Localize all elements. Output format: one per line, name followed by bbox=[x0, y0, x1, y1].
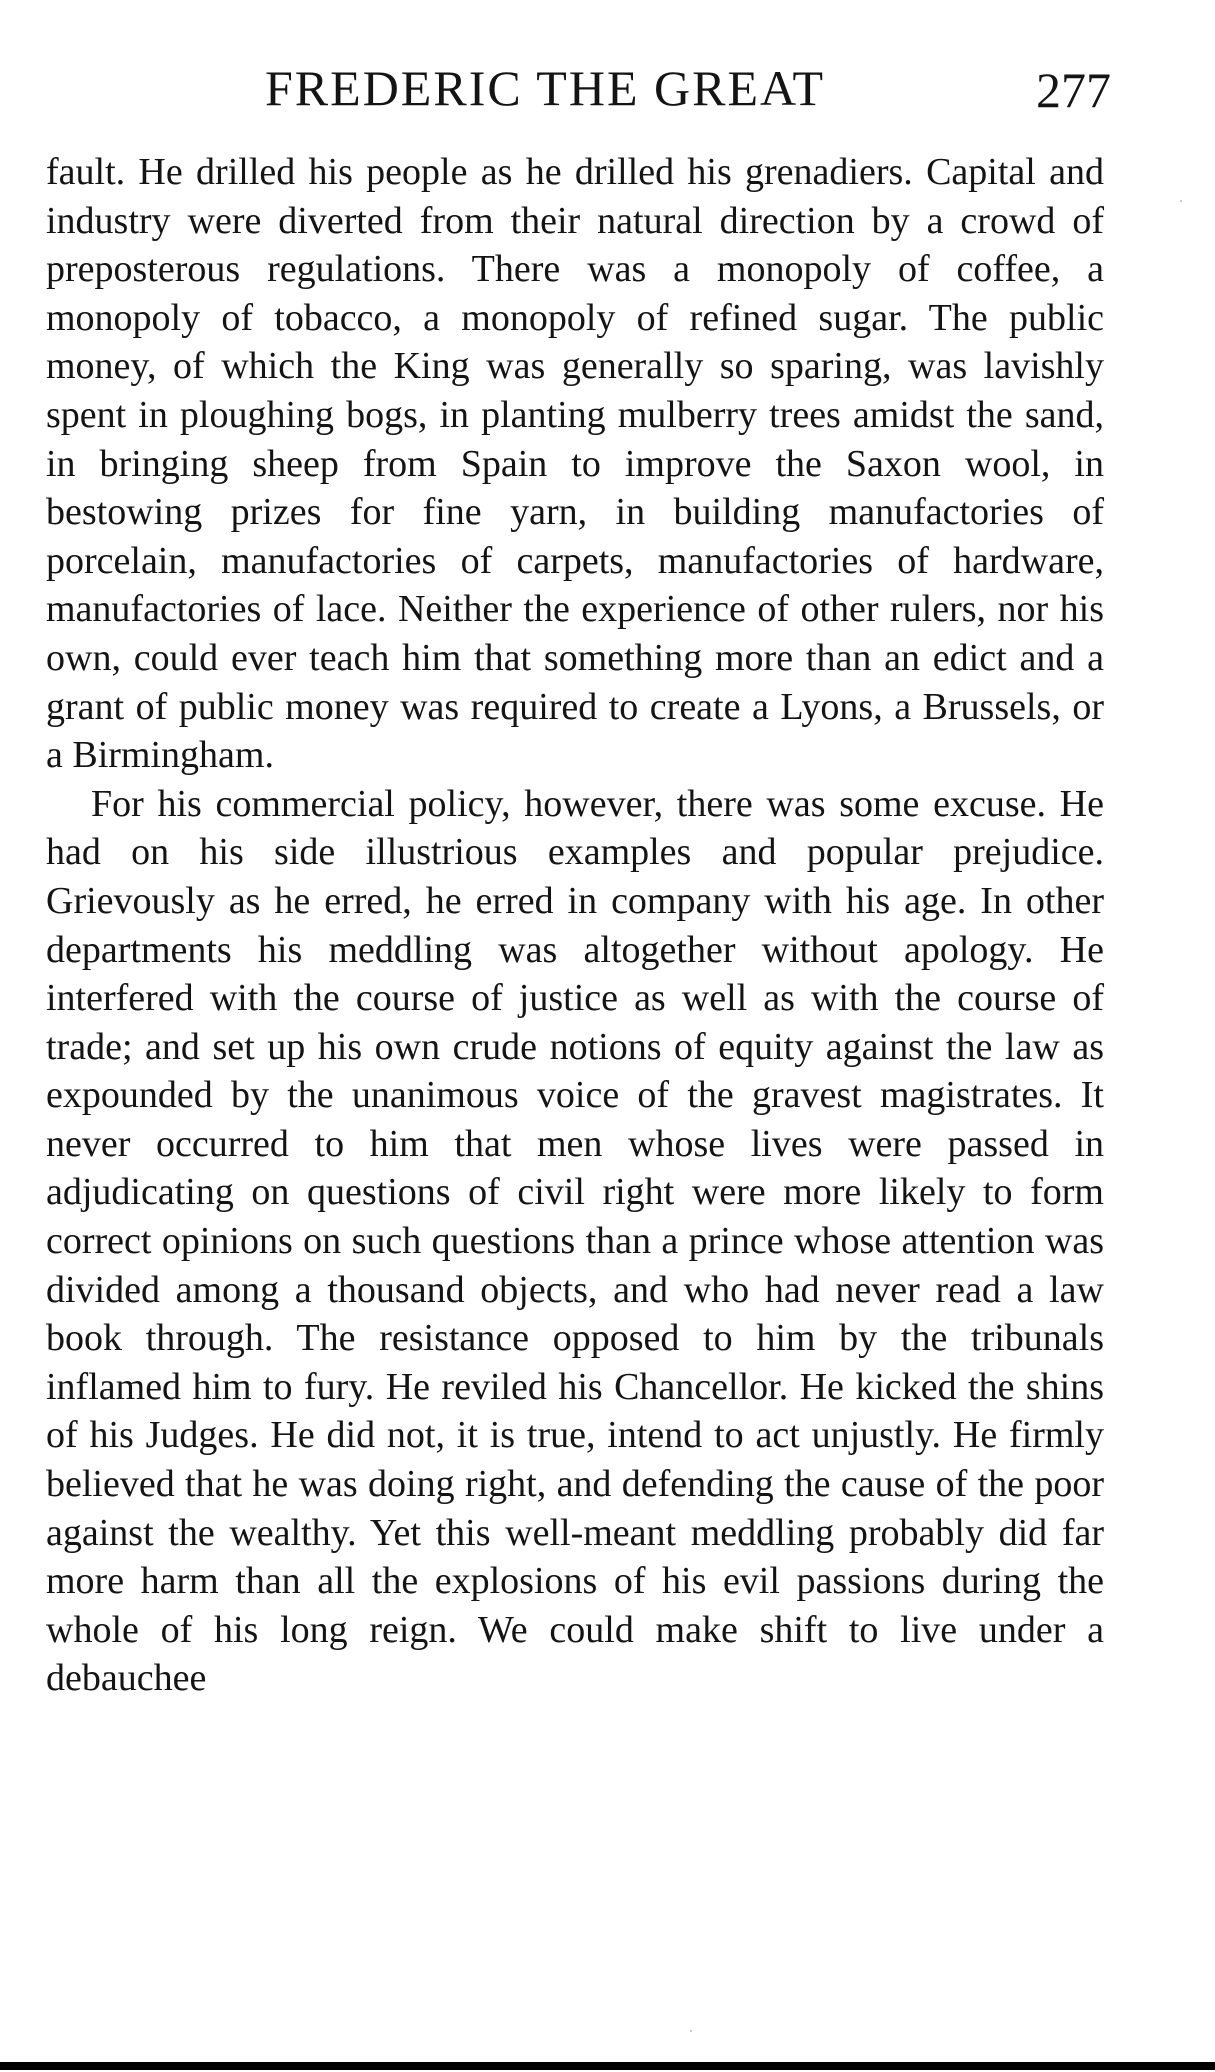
paragraph-1: fault. He drilled his people as he drilled his grenadiers. Capital and industry were diverted from their natural direction by a crowd of preposterous regulations. There was a monopoly of coffee, a monopoly of tobacco, a monopoly of refined sugar. The public money, of which the King was generally so sparing, was lavishly spent in ploughing bogs, in planting mulberry trees amidst the sand, in bringing sheep from Spain to improve the Saxon wool, in bestowing prizes for fine yarn, in building manufactories of porcelain, manufactories of carpets, manufactories of hardware, manufactories of lace. Neither the experience of other rulers, nor his own, could ever teach him that something more than an edict and a grant of public money was required to create a Lyons, a Brussels, or a Birmingham. bbox=[46, 151, 1104, 777]
running-title: FREDERIC THE GREAT bbox=[265, 60, 826, 116]
bottom-rule bbox=[0, 2062, 1215, 2070]
paper-speck bbox=[690, 2030, 692, 2032]
paper-speck bbox=[1180, 200, 1182, 202]
paragraph-2: For his commercial policy, however, there was some excuse. He had on his side illustrious examples and popular prejudice. Grievously as he erred, he erred in company with his age. In other departments his meddling was altogether without apology. He interfered with the course of justice as well as with the course of trade; and set up his own crude notions of equity against the law as expounded by the unanimous voice of the gravest magistrates. It never occurred to him that men whose lives were passed in adjudicating on questions of civil right were more likely to form correct opinions on such questions than a prince whose attention was divided among a thousand objects, and who had never read a law book through. The resistance opposed to him by the tribunals inflamed him to fury. He reviled his Chancellor. He kicked the shins of his Judges. He did not, it is true, intend to act unjustly. He firmly believed that he was doing right, and defending the cause of the poor against the wealthy. Yet this well-meant meddling probably did far more harm than all the explosions of his evil passions during the whole of his long reign. We could make shift to live under a debauchee bbox=[46, 782, 1104, 1700]
body-text bbox=[46, 148, 1104, 1703]
running-head bbox=[0, 58, 1215, 118]
page-number: 277 bbox=[1036, 62, 1111, 118]
